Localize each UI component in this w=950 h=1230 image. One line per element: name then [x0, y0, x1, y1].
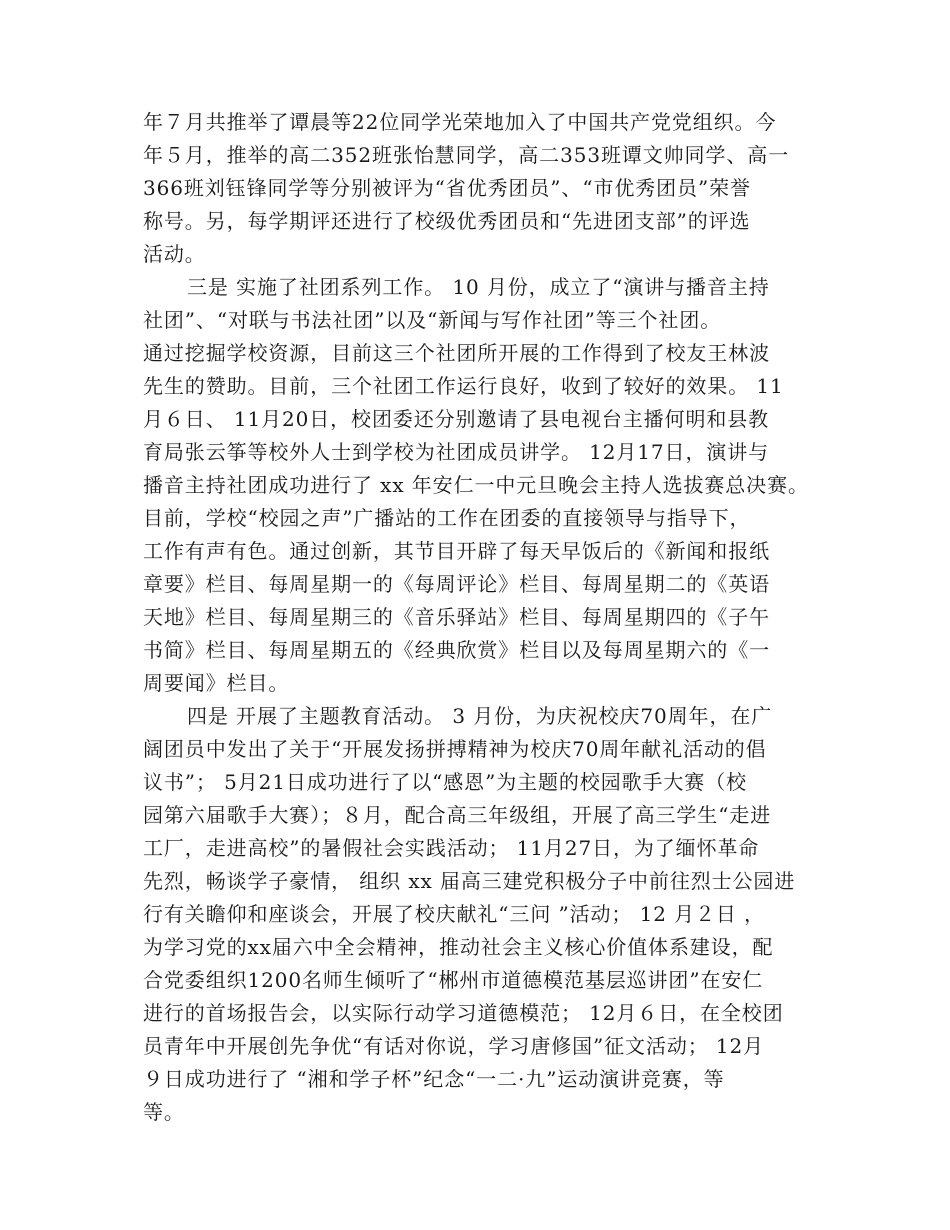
text-line: 先烈，畅谈学子豪情， 组织 xx 届高三建党积极分子中前往烈士公园进 — [143, 869, 796, 893]
text-line: 播音主持社团成功进行了 xx 年安仁一中元旦晚会主持人选拔赛总决赛。 — [143, 473, 809, 497]
paragraph-start-line: 三是 实施了社团系列工作。 10 月份，成立了“演讲与播音主持 — [187, 275, 770, 299]
text-line: 通过挖掘学校资源，目前这三个社团所开展的工作得到了校友王林波 — [143, 341, 770, 365]
text-line: 园第六届歌手大赛）；８月，配合高三年级组，开展了高三学生“走进 — [143, 803, 772, 827]
text-line: 活动。 — [143, 242, 206, 266]
text-line: 天地》栏目、每周星期三的《音乐驿站》栏目、每周星期四的《子午 — [143, 605, 770, 629]
text-line: 社团”、“对联与书法社团”以及“新闻与写作社团”等三个社团。 — [143, 308, 722, 332]
text-line: 议书”； 5月21日成功进行了以“感恩”为主题的校园歌手大赛（校 — [143, 770, 748, 794]
text-line: 366班刘钰锋同学等分别被评为“省优秀团员”、“市优秀团员”荣誉 — [143, 176, 751, 200]
text-line: 等。 — [143, 1100, 185, 1124]
text-line: 章要》栏目、每周星期一的《每周评论》栏目、每周星期二的《英语 — [143, 572, 770, 596]
text-line: 年５月，推举的高二352班张怡慧同学，高二353班谭文帅同学、高一 — [143, 143, 790, 167]
text-line: 合党委组织1200名师生倾听了“郴州市道德模范基层巡讲团”在安仁 — [143, 968, 764, 992]
text-line: 为学习党的xx届六中全会精神，推动社会主义核心价值体系建设，配 — [143, 935, 774, 959]
text-line: 周要闻》栏目。 — [143, 671, 290, 695]
text-line: 先生的赞助。目前，三个社团工作运行良好，收到了较好的效果。 11 — [143, 374, 784, 398]
text-line: ９日成功进行了 “湘和学子杯”纪念“一二·九”运动演讲竞赛，等 — [143, 1067, 725, 1091]
text-line: 育局张云筝等校外人士到学校为社团成员讲学。 12月17日，演讲与 — [143, 440, 770, 464]
text-line: 进行的首场报告会，以实际行动学习道德模范； 12月６日，在全校团 — [143, 1001, 784, 1025]
text-line: 工作有声有色。通过创新，其节目开辟了每天早饭后的《新闻和报纸 — [143, 539, 770, 563]
text-line: 年７月共推举了谭晨等22位同学光荣地加入了中国共产党党组织。今 — [143, 110, 777, 134]
text-line: 目前，学校“校园之声”广播站的工作在团委的直接领导与指导下， — [143, 506, 751, 530]
text-line: 月６日、 11月20日，校团委还分别邀请了县电视台主播何明和县教 — [143, 407, 770, 431]
text-line: 书简》栏目、每周星期五的《经典欣赏》栏目以及每周星期六的《一 — [143, 638, 770, 662]
paragraph-start-line: 四是 开展了主题教育活动。 3 月份，为庆祝校庆70周年，在广 — [187, 704, 773, 728]
text-line: 行有关瞻仰和座谈会，开展了校庆献礼“三问 ”活动； 12 月２日 ， — [143, 902, 765, 926]
text-line: 称号。另，每学期评还进行了校级优秀团员和“先进团支部”的评选 — [143, 209, 751, 233]
text-line: 员青年中开展创先争优“有话对你说，学习唐修国”征文活动； 12月 — [143, 1034, 765, 1058]
text-line: 工厂，走进高校”的暑假社会实践活动； 11月27日，为了缅怀革命 — [143, 836, 760, 860]
text-line: 阔团员中发出了关于“开展发扬拼搏精神为校庆70周年献礼活动的倡 — [143, 737, 767, 761]
